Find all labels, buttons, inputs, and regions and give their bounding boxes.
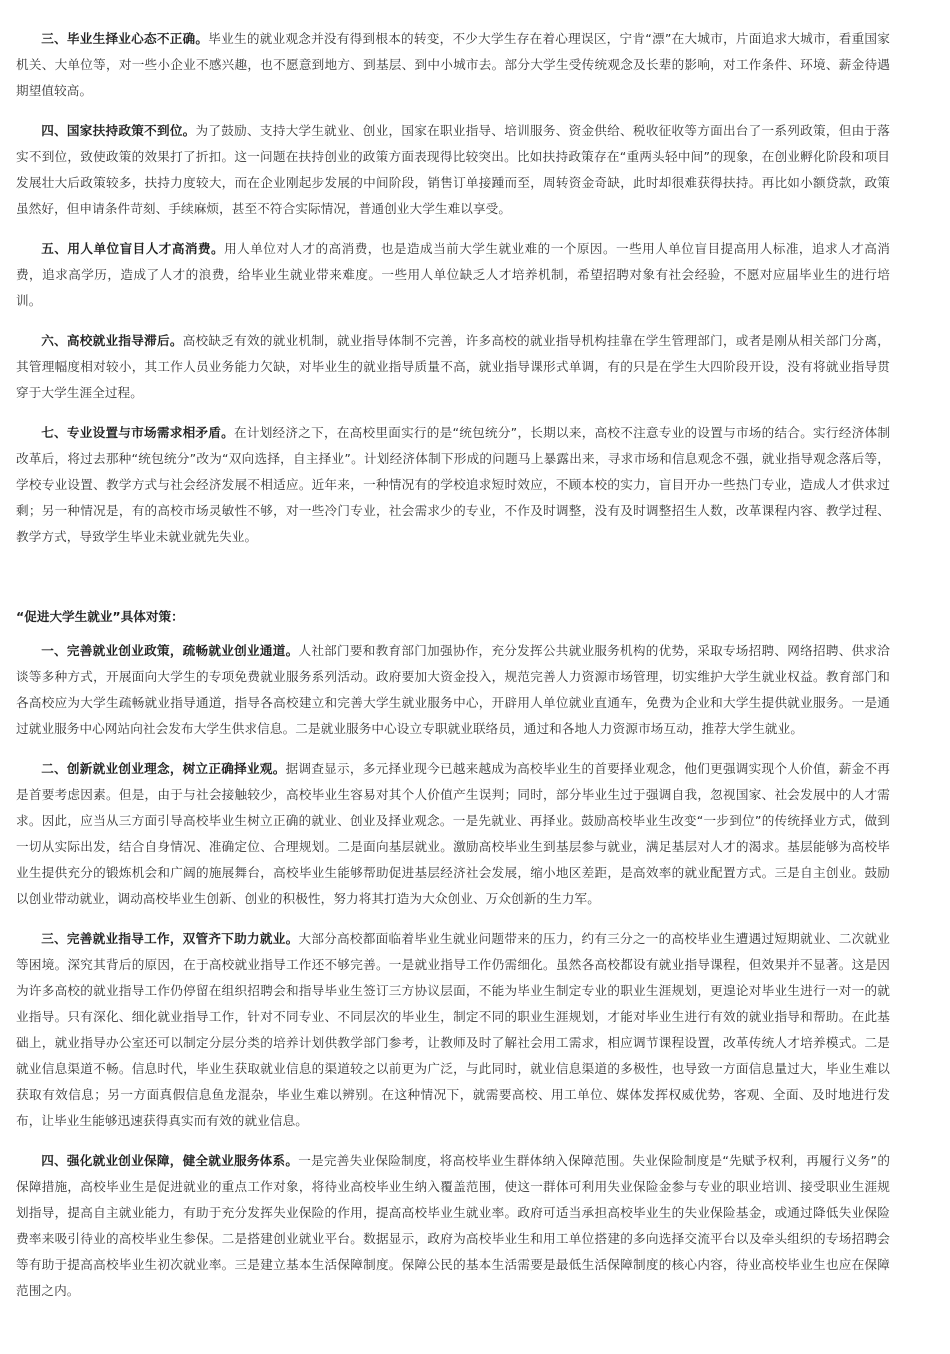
paragraph-heading: 六、高校就业指导滞后。 [41, 333, 183, 348]
measure-paragraph-3 [16, 926, 890, 1134]
cause-paragraph-3 [16, 26, 890, 104]
cause-paragraph-4 [16, 118, 890, 222]
measures-section-title: “促进大学生就业”具体对策： [16, 609, 184, 624]
cause-paragraph-6 [16, 328, 890, 406]
measure-paragraph-2 [16, 756, 890, 912]
paragraph-text: 为了鼓励、支持大学生就业、创业，国家在职业指导、培训服务、资金供给、税收征收等方面出台了一系列政策，但由于落实不到位，致使政策的效果打了折扣。这一问题在扶持创业的政策方面表现得比较突出。比如扶持政策存在“重两头轻中间”的现象，在创业孵化阶段和项目发展壮大后政策较多，扶持力度较大，而在企业刚起步发展的中间阶段，销售订单接踵而至，周转资金奇缺，此时却很难获得扶持。再比如小额贷款，政策虽然好，但申请条件苛刻、手续麻烦，甚至不符合实际情况，普通创业大学生难以享受。 [16, 123, 890, 216]
paragraph-heading: 七、专业设置与市场需求相矛盾。 [41, 425, 234, 440]
paragraph-heading: 四、国家扶持政策不到位。 [41, 123, 196, 138]
cause-paragraph-7 [16, 420, 890, 550]
paragraph-heading: 四、强化就业创业保障，健全就业服务体系。 [41, 1153, 299, 1168]
paragraph-text: 据调查显示，多元择业现今已越来越成为高校毕业生的首要择业观念，他们更强调实现个人价值，薪金不再是首要考虑因素。但是，由于与社会接触较少，高校毕业生容易对其个人价值产生误判；同时，部分毕业生过于强调自我，忽视国家、社会发展中的人才需求。因此，应当从三方面引导高校毕业生树立正确的就业、创业及择业观念。一是先就业、再择业。鼓励高校毕业生改变“一步到位”的传统择业方式，做到一切从实际出发，结合自身情况、准确定位、合理规划。二是面向基层就业。激励高校毕业生到基层参与就业，满足基层对人才的渴求。基层能够为高校毕业生提供充分的锻炼机会和广阔的施展舞台，高校毕业生能够帮助促进基层经济社会发展，缩小地区差距，是高效率的就业配置方式。三是自主创业。鼓励以创业带动就业，调动高校毕业生创新、创业的积极性，努力将其打造为大众创业、万众创新的生力军。 [16, 761, 890, 906]
paragraph-text: 毕业生的就业观念并没有得到根本的转变，不少大学生存在着心理误区，宁肯“漂”在大城市，片面追求大城市，看重国家机关、大单位等，对一些小企业不感兴趣，也不愿意到地方、到基层、到中小城市去。部分大学生受传统观念及长辈的影响，对工作条件、环境、薪金待遇期望值较高。 [16, 31, 890, 98]
paragraph-text: 高校缺乏有效的就业机制，就业指导体制不完善，许多高校的就业指导机构挂靠在学生管理部门，或者是刚从相关部门分离，其管理幅度相对较小，其工作人员业务能力欠缺，对毕业生的就业指导质量不高，就业指导课形式单调，有的只是在学生大四阶段开设，没有将就业指导贯穿于大学生涯全过程。 [16, 333, 890, 400]
paragraph-text: 一是完善失业保险制度，将高校毕业生群体纳入保障范围。失业保险制度是“先赋予权利，再履行义务”的保障措施，高校毕业生是促进就业的重点工作对象，将待业高校毕业生纳入覆盖范围，使这一群体可利用失业保险金参与专业的职业培训、接受职业生涯规划指导，提高自主就业能力，有助于充分发挥失业保险的作用，提高高校毕业生就业率。政府可适当承担高校毕业生的失业保险基金，或通过降低失业保险费率来吸引待业的高校毕业生参保。二是搭建创业就业平台。数据显示，政府为高校毕业生和用工单位搭建的多向选择交流平台以及牵头组织的专场招聘会等有助于提高高校毕业生初次就业率。三是建立基本生活保障制度。保障公民的基本生活需要是最低生活保障制度的核心内容，待业高校毕业生也应在保障范围之内。 [16, 1153, 891, 1298]
paragraph-text: 用人单位对人才的高消费，也是造成当前大学生就业难的一个原因。一些用人单位盲目提高用人标准，追求人才高消费，追求高学历，造成了人才的浪费，给毕业生就业带来难度。一些用人单位缺乏人才培养机制，希望招聘对象有社会经验，不愿对应届毕业生的进行培训。 [16, 241, 890, 308]
cause-paragraph-5 [16, 236, 890, 314]
paragraph-heading: 一、完善就业创业政策，疏畅就业创业通道。 [41, 643, 299, 658]
measure-paragraph-1 [16, 638, 890, 742]
paragraph-text: 在计划经济之下，在高校里面实行的是“统包统分”，长期以来，高校不注意专业的设置与市场的结合。实行经济体制改革后，将过去那种“统包统分”改为“双向选择，自主择业”。计划经济体制下形成的问题马上暴露出来，寻求市场和信息观念不强，就业指导观念落后等，学校专业设置、教学方式与社会经济发展不相适应。近年来，一种情况有的学校追求短时效应，不顾本校的实力，盲目开办一些热门专业，造成人才供求过剩；另一种情况是，有的高校市场灵敏性不够，对一些冷门专业，社会需求少的专业，不作及时调整，没有及时调整招生人数，改革课程内容、教学过程、教学方式，导致学生毕业未就业就先失业。 [16, 425, 891, 544]
section-spacer [16, 564, 890, 604]
measure-paragraph-4 [16, 1148, 890, 1304]
paragraph-text: 大部分高校都面临着毕业生就业问题带来的压力，约有三分之一的高校毕业生遭遇过短期就业、二次就业等困境。深究其背后的原因，在于高校就业指导工作还不够完善。一是就业指导工作仍需细化。虽然各高校都设有就业指导课程，但效果并不显著。这是因为许多高校的就业指导工作仍停留在组织招聘会和指导毕业生签订三方协议层面，不能为毕业生制定专业的职业生涯规划，更遑论对毕业生进行一对一的就业指导。只有深化、细化就业指导工作，针对不同专业、不同层次的毕业生，制定不同的职业生涯规划，才能对毕业生进行有效的就业指导和帮助。在此基础上，就业指导办公室还可以制定分层分类的培养计划供教学部门参考，让教师及时了解社会用工需求，相应调节课程设置，改革传统人才培养模式。二是就业信息渠道不畅。信息时代，毕业生获取就业信息的渠道较之以前更为广泛，与此同时，就业信息渠道的多极性，也导致一方面信息量过大，毕业生难以获取有效信息；另一方面真假信息鱼龙混杂，毕业生难以辨别。在这种情况下，就需要高校、用工单位、媒体发挥权威优势，客观、全面、及时地进行发布，让毕业生能够迅速获得真实而有效的就业信息。 [16, 931, 890, 1128]
paragraph-text: 人社部门要和教育部门加强协作，充分发挥公共就业服务机构的优势，采取专场招聘、网络招聘、供求洽谈等多种方式，开展面向大学生的专项免费就业服务系列活动。政府要加大资金投入，规范完善人力资源市场管理，切实维护大学生就业权益。教育部门和各高校应为大学生疏畅就业指导通道，指导各高校建立和完善大学生就业服务中心，开辟用人单位就业直通车，免费为企业和大学生提供就业服务。一是通过就业服务中心网站向社会发布大学生供求信息。二是就业服务中心设立专职就业联络员，通过和各地人力资源市场互动，推荐大学生就业。 [16, 643, 890, 736]
paragraph-heading: 二、创新就业创业理念，树立正确择业观。 [41, 761, 286, 776]
paragraph-heading: 五、用人单位盲目人才高消费。 [41, 241, 225, 256]
paragraph-heading: 三、完善就业指导工作，双管齐下助力就业。 [41, 931, 299, 946]
paragraph-heading: 三、毕业生择业心态不正确。 [41, 31, 209, 46]
